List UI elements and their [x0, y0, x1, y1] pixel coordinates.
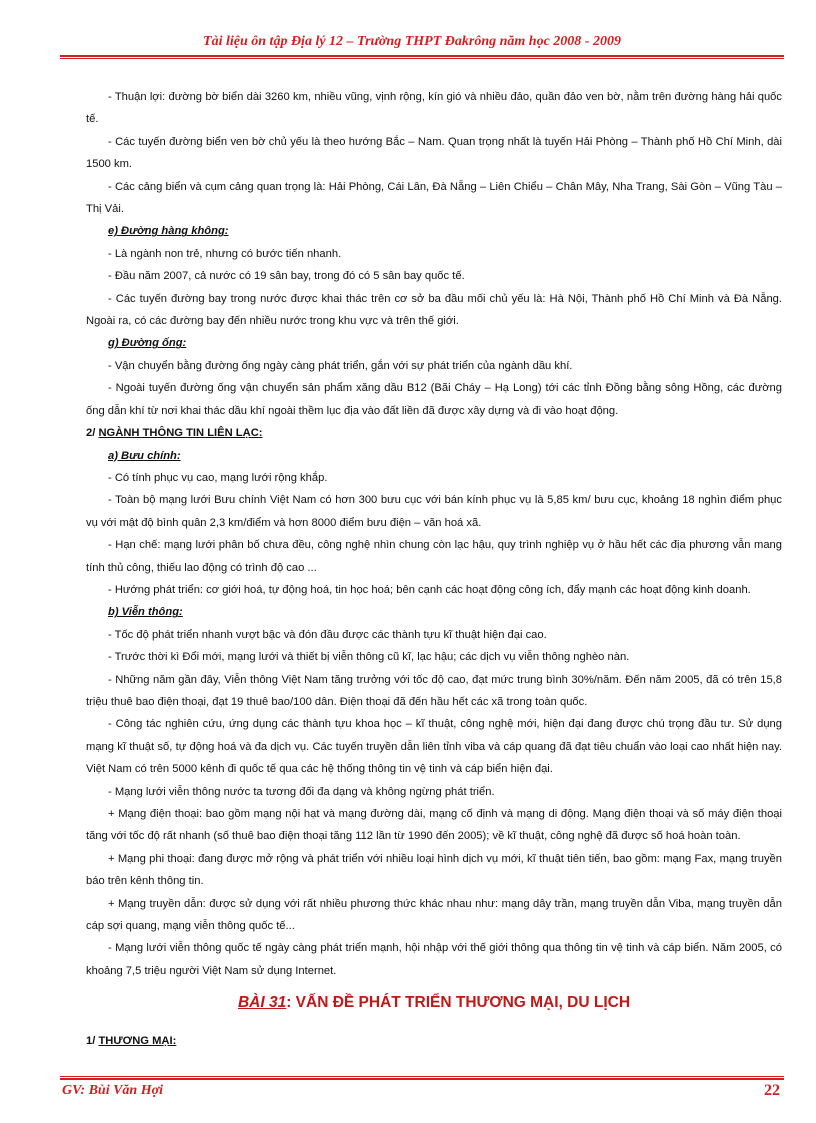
paragraph: - Đầu năm 2007, cả nước có 19 sân bay, trong đó có 5 sân bay quốc tế. [108, 270, 465, 283]
subheading-telecom [86, 601, 782, 623]
subheading-text: a) Bưu chính: [108, 449, 181, 462]
paragraph: - Hạn chế: mạng lưới phân bố chưa đều, công nghệ nhìn chung còn lạc hậu, quy trình nghiệp vụ ở hầu hết các địa phương vẫn mang tính thủ công, thiếu lao động có trình độ cao ... [86, 539, 782, 574]
section-number: 1/ [86, 1035, 99, 1048]
subheading-text: g) Đường ống: [108, 337, 187, 350]
paragraph: - Những năm gần đây, Viễn thông Việt Nam tăng trưởng với tốc độ cao, đạt mức trung bình 30%/năm. Đến năm 2005, đã có trên 15,8 triệu thuê bao điện thoại, đạt 19 thuê bao/100 dân. Điện thoại đã đến hầu hết các xã trong toàn quốc. [86, 673, 782, 708]
paragraph: - Mạng lưới viễn thông quốc tế ngày càng phát triển mạnh, hội nhập với thế giới thông qua thông tin vệ tinh và cáp biển. Năm 2005, có khoảng 7,5 triệu người Việt Nam sử dụng Internet. [86, 942, 782, 977]
paragraph: - Toàn bộ mạng lưới Bưu chính Việt Nam có hơn 300 bưu cục với bán kính phục vụ là 5,85 km/ bưu cục, khoảng 18 nghìn điểm phục vụ với mật độ bình quân 2,3 km/điểm và hơn 8000 điểm bưu điện – văn hoá xã. [86, 494, 782, 529]
paragraph: - Vận chuyển bằng đường ống ngày càng phát triển, gắn với sự phát triển của ngành dầu khí. [108, 359, 573, 372]
section-title: NGÀNH THÔNG TIN LIÊN LẠC: [98, 427, 263, 440]
paragraph: + Mạng phi thoại: đang được mở rộng và phát triển với nhiều loại hình dịch vụ mới, kĩ thuật tiên tiến, bao gồm: mạng Fax, mạng truyền báo trên kênh thông tin. [86, 852, 782, 888]
section-heading-communications [86, 422, 782, 444]
paragraph: - Là ngành non trẻ, nhưng có bước tiến nhanh. [108, 247, 342, 260]
paragraph: - Mạng lưới viễn thông nước ta tương đối đa dạng và không ngừng phát triển. [108, 785, 495, 798]
header-rule [60, 55, 784, 59]
paragraph: - Các tuyến đường biển ven bờ chủ yếu là theo hướng Bắc – Nam. Quan trọng nhất là tuyến Hải Phòng – Thành phố Hồ Chí Minh, dài 1500 km. [86, 135, 782, 171]
paragraph: + Mạng truyền dẫn: được sử dụng với rất nhiều phương thức khác nhau như: mạng dây trần, mạng truyền dẫn Viba, mạng truyền dẫn cáp sợi quang, mạng viễn thông quốc tế... [86, 897, 782, 933]
section-number: 2/ [86, 427, 99, 440]
subheading-text: e) Đường hàng không: [108, 225, 229, 238]
paragraph: - Thuận lợi: đường bờ biển dài 3260 km, nhiều vũng, vịnh rộng, kín gió và nhiều đảo, quần đảo ven bờ, nằm trên đường hàng hải quốc tế. [86, 91, 782, 126]
footer-author: GV: Bùi Văn Hợi [62, 1083, 164, 1098]
page-number: 22 [764, 1082, 780, 1099]
section-heading-trade [86, 1030, 782, 1052]
paragraph: - Các tuyến đường bay trong nước được khai thác trên cơ sở ba đầu mối chủ yếu là: Hà Nội, Thành phố Hồ Chí Minh và Đà Nẵng. Ngoài ra, có các đường bay đến nhiều nước trong khu vực và trên thế giới. [86, 292, 782, 328]
paragraph: - Tốc độ phát triển nhanh vượt bậc và đón đầu được các thành tựu kĩ thuật hiện đại cao. [108, 628, 547, 641]
subheading-pipeline [86, 332, 782, 354]
paragraph: - Hướng phát triển: cơ giới hoá, tự động hoá, tin học hoá; bên cạnh các hoạt động công ích, đẩy mạnh các hoạt động kinh doanh. [108, 583, 751, 596]
subheading-text: b) Viễn thông: [108, 606, 183, 619]
lesson-title [86, 992, 782, 1014]
footer-rule [60, 1076, 784, 1080]
subheading-air [86, 220, 782, 242]
paragraph: - Có tính phục vụ cao, mạng lưới rộng khắp. [108, 471, 328, 484]
section-title: THƯƠNG MẠI: [98, 1035, 177, 1048]
paragraph: - Các cảng biển và cụm cảng quan trọng là: Hải Phòng, Cái Lân, Đà Nẵng – Liên Chiểu – Chân Mây, Nha Trang, Sài Gòn – Vũng Tàu – Thị Vải. [86, 180, 782, 216]
paragraph: + Mạng điện thoại: bao gồm mạng nội hạt và mạng đường dài, mạng cố định và mạng di động. Mạng điện thoại và số máy điện thoại tăng với tốc độ rất nhanh (số thuê bao điện thoại tăng 112 lần từ 1990 đến 2005); về kĩ thuật, công nghệ đã được số hoá hoàn toàn. [86, 808, 782, 843]
page-header: Tài liệu ôn tập Địa lý 12 – Trường THPT Đakrông năm học 2008 - 2009 [203, 34, 621, 49]
subheading-postal [86, 445, 782, 467]
lesson-number: BÀI 31 [237, 994, 287, 1012]
paragraph: - Ngoài tuyến đường ống vận chuyển sản phẩm xăng dầu B12 (Bãi Cháy – Hạ Long) tới các tỉnh Đồng bằng sông Hồng, các đường ống dẫn khí từ nơi khai thác dầu khí ngoài thềm lục địa vào đất liền đã được xây dựng và đi vào hoạt động. [86, 382, 782, 417]
document-body [86, 86, 782, 1053]
paragraph: - Công tác nghiên cứu, ứng dụng các thành tựu khoa học – kĩ thuật, công nghệ mới, hiện đại đang được chú trọng đầu tư. Sử dụng mạng kĩ thuật số, tự động hoá và đa dịch vụ. Các tuyến truyền dẫn liên tỉnh viba và cáp quang đã đạt tiêu chuẩn vào loại cao nhất hiện nay. Việt Nam có trên 5000 kênh đi quốc tế qua các hệ thống thông tin vệ tinh và cáp biển hiện đại. [86, 718, 782, 776]
paragraph: - Trước thời kì Đổi mới, mạng lưới và thiết bị viễn thông cũ kĩ, lạc hậu; các dịch vụ viễn thông nghèo nàn. [108, 651, 630, 664]
lesson-name: : VẤN ĐỀ PHÁT TRIỂN THƯƠNG MẠI, DU LỊCH [286, 994, 631, 1012]
